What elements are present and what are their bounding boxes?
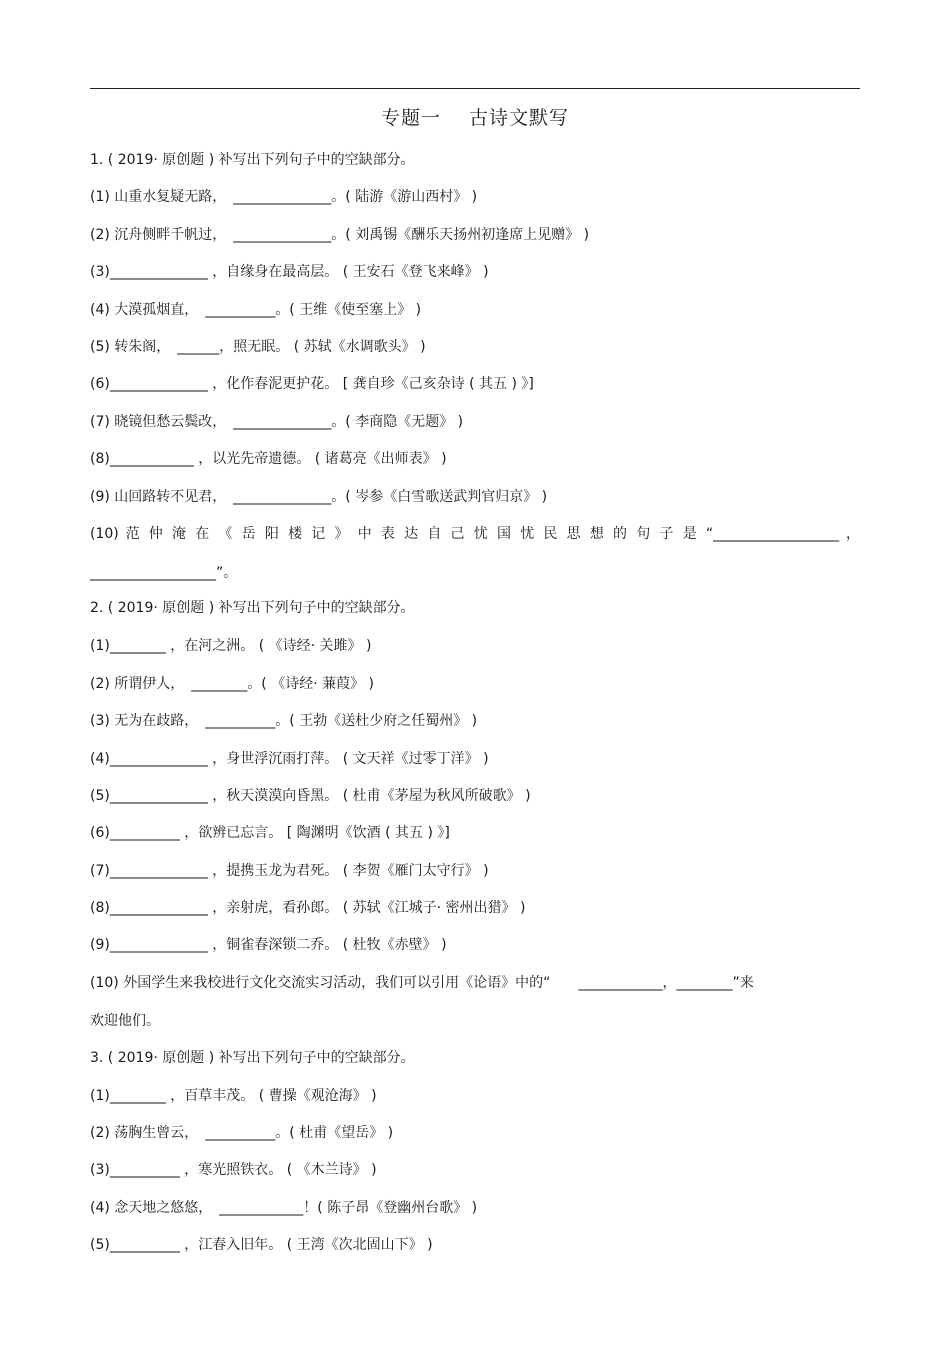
- question-line: (6)______________ ，化作春泥更护花。 [ 龚自珍《己亥杂诗 ( 其五 ) 》]: [90, 376, 534, 392]
- section-3-heading: 3. ( 2019· 原创题 ) 补写出下列句子中的空缺部分。: [90, 1050, 415, 1066]
- question-line: (5) 转朱阁， ______，照无眠。 ( 苏轼《水调歌头》 ): [90, 339, 426, 355]
- page-title: [0, 103, 950, 130]
- question-line: (8)______________ ，亲射虎，看孙郎。 ( 苏轼《江城子· 密州出猎》 ): [90, 900, 526, 916]
- question-line: (5)__________ ，江春入旧年。 ( 王湾《次北固山下》 ): [90, 1237, 433, 1253]
- question-line: (4) 念天地之悠悠， ____________！( 陈子昂《登幽州台歌》 ): [90, 1200, 478, 1216]
- question-line: (2) 所谓伊人， ________。( 《诗经· 蒹葭》 ): [90, 676, 375, 692]
- question-line: (3)______________ ，自缘身在最高层。 ( 王安石《登飞来峰》 ): [90, 264, 489, 280]
- question-line: (4)______________ ，身世浮沉雨打萍。 ( 文天祥《过零丁洋》 ): [90, 751, 489, 767]
- question-line-continued: __________________”。: [90, 565, 238, 581]
- question-line: (2) 沉舟侧畔千帆过， ______________。( 刘禹锡《酬乐天扬州初逢席上见赠》 ): [90, 227, 590, 243]
- title-part-1: 专题一: [380, 107, 441, 129]
- question-line: (3)__________ ，寒光照铁衣。 ( 《木兰诗》 ): [90, 1162, 377, 1178]
- question-line: (4) 大漠孤烟直， __________。( 王维《使至塞上》 ): [90, 302, 422, 318]
- question-line: (6)__________ ，欲辨已忘言。 [ 陶渊明《饮酒 ( 其五 ) 》]: [90, 825, 450, 841]
- question-line: (10) 外国学生来我校进行文化交流实习活动，我们可以引用《论语》中的“ ____________，________”来: [90, 975, 754, 991]
- section-1-heading: 1. ( 2019· 原创题 ) 补写出下列句子中的空缺部分。: [90, 152, 415, 168]
- question-line-continued: 欢迎他们。: [90, 1013, 160, 1029]
- question-line: (1)________ ，百草丰茂。 ( 曹操《观沧海》 ): [90, 1088, 377, 1104]
- question-line: (1) 山重水复疑无路， ______________。( 陆游《游山西村》 ): [90, 189, 478, 205]
- question-line: (9) 山回路转不见君， ______________。( 岑参《白雪歌送武判官归京》 ): [90, 489, 548, 505]
- question-line: (9)______________ ，铜雀春深锁二乔。 ( 杜牧《赤壁》 ): [90, 937, 447, 953]
- question-line: (7)______________ ，提携玉龙为君死。 ( 李贺《雁门太守行》 ): [90, 863, 489, 879]
- question-line: (8)____________ ，以光先帝遗德。 ( 诸葛亮《出师表》 ): [90, 451, 447, 467]
- title-part-2: 古诗文默写: [469, 107, 570, 129]
- question-line: (2) 荡胸生曾云， __________。( 杜甫《望岳》 ): [90, 1125, 394, 1141]
- question-line: (5)______________ ，秋天漠漠向昏黑。 ( 杜甫《茅屋为秋风所破歌》 ): [90, 788, 531, 804]
- question-line: (10) 范 仲 淹 在 《 岳 阳 楼 记 》 中 表 达 自 己 忧 国 忧 民 思 想 的 句 子 是 “__________________ ，: [90, 526, 860, 542]
- question-line: (7) 晓镜但愁云鬓改， ______________。( 李商隐《无题》 ): [90, 414, 464, 430]
- question-line: (3) 无为在歧路， __________。( 王勃《送杜少府之任蜀州》 ): [90, 713, 478, 729]
- header-rule: [90, 88, 860, 89]
- question-line: (1)________ ，在河之洲。 ( 《诗经· 关雎》 ): [90, 638, 372, 654]
- section-2-heading: 2. ( 2019· 原创题 ) 补写出下列句子中的空缺部分。: [90, 600, 415, 616]
